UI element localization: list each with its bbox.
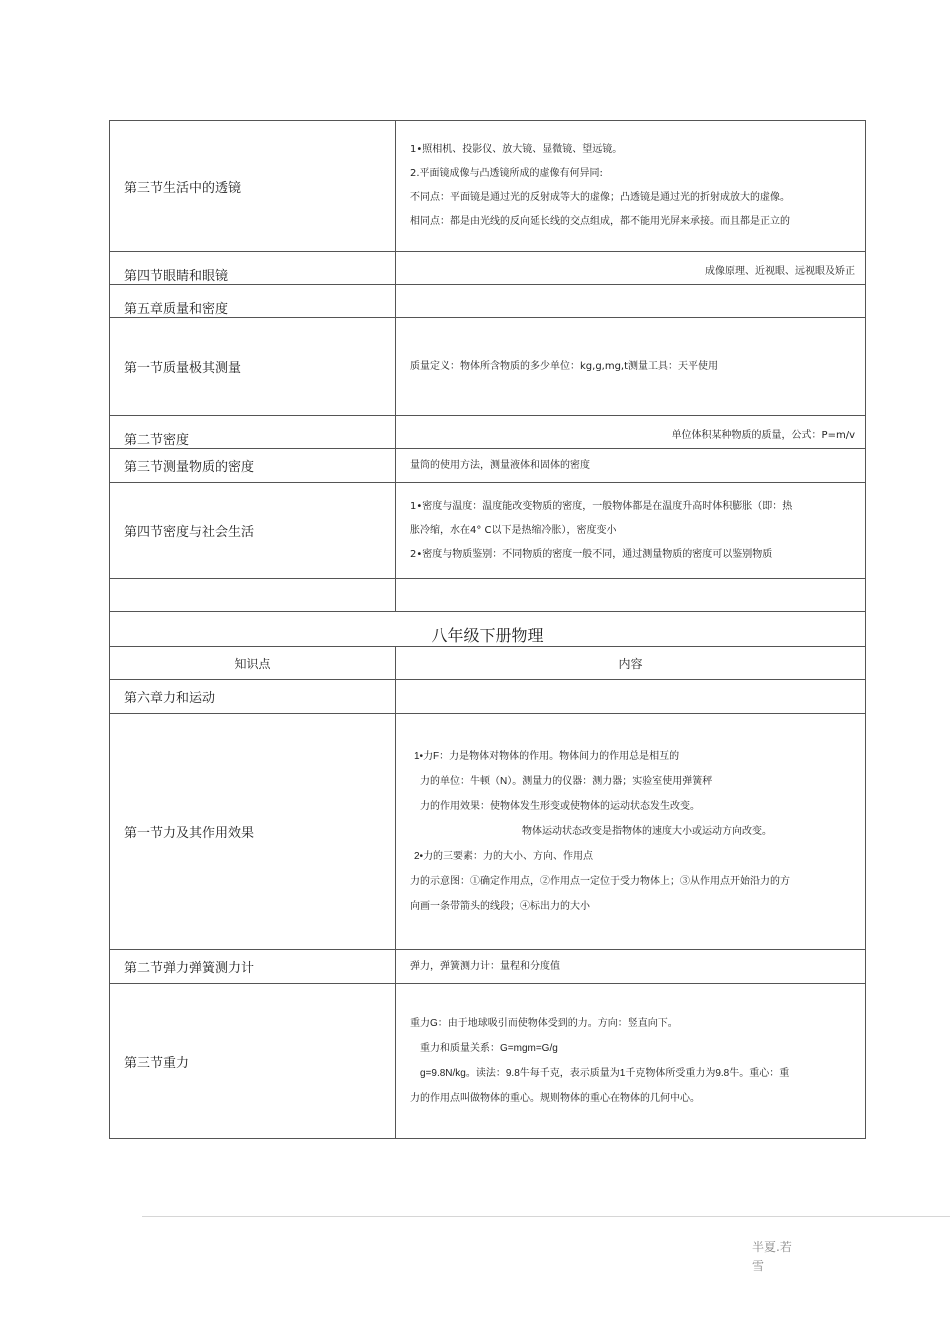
header-content: 内容 xyxy=(618,656,643,671)
row-content xyxy=(396,449,865,482)
row-content xyxy=(396,483,865,578)
content-line: 胀冷缩，水在4° C以下是热缩冷胀），密度变小 xyxy=(410,524,617,536)
content-line: 1•照相机、投影仪、放大镜、显微镜、望远镜。 xyxy=(410,144,623,155)
row-content xyxy=(396,285,865,317)
content-line: 重力和质量关系：G=mgm=G/g xyxy=(420,1043,558,1054)
row-content xyxy=(396,680,865,713)
section-title: 八年级下册物理 xyxy=(110,612,865,647)
table-row xyxy=(110,950,865,984)
table-row xyxy=(110,714,865,950)
row-label: 第一节力及其作用效果 xyxy=(110,714,396,949)
row-label: 第二节弹力弹簧测力计 xyxy=(110,950,396,983)
footer-line: 半夏.若 xyxy=(752,1240,792,1254)
row-content xyxy=(396,714,865,949)
row-content xyxy=(396,416,865,448)
row-content xyxy=(396,950,865,983)
content-line: 量筒的使用方法，测量液体和固体的密度 xyxy=(410,459,590,471)
content-line: 2•力的三要素：力的大小、方向、作用点 xyxy=(414,851,594,862)
row-label: 第三节测量物质的密度 xyxy=(110,449,396,482)
content-line: 单位体积某种物质的质量，公式：P=m/v xyxy=(671,430,855,441)
table-row xyxy=(110,285,865,318)
table-row xyxy=(110,579,865,612)
content-line: 不同点：平面镜是通过光的反射成等大的虚像；凸透镜是通过光的折射成放大的虚像。 xyxy=(410,192,790,203)
footer-line: 雪 xyxy=(752,1259,765,1273)
table-row xyxy=(110,318,865,416)
footer-divider xyxy=(142,1216,950,1217)
row-content xyxy=(396,984,865,1138)
row-label: 第四节密度与社会生活 xyxy=(110,483,396,578)
content-line: 向画一条带箭头的线段；④标出力的大小 xyxy=(410,901,590,912)
row-label: 第五章质量和密度 xyxy=(110,285,396,317)
table-row xyxy=(110,416,865,449)
row-content xyxy=(396,318,865,415)
row-label xyxy=(110,579,396,611)
table-row xyxy=(110,252,865,285)
content-line: 力的作用点叫做物体的重心。规则物体的重心在物体的几何中心。 xyxy=(410,1093,700,1104)
row-content xyxy=(396,252,865,284)
table-row xyxy=(110,121,865,252)
row-label: 第一节质量极其测量 xyxy=(110,318,396,415)
table-header xyxy=(110,647,865,680)
table-row xyxy=(110,449,865,483)
table-row xyxy=(110,483,865,579)
content-line: 力的示意图：①确定作用点，②作用点一定位于受力物体上；③从作用点开始沿力的方 xyxy=(410,876,790,887)
content-line: 力的单位：牛顿（N）。测量力的仪器：测力器；实验室使用弹簧秤 xyxy=(420,776,713,787)
row-content xyxy=(396,579,865,611)
content-line: 质量定义：物体所含物质的多少单位：kg,g,mg,t测量工具：天平使用 xyxy=(410,360,719,372)
content-line: 成像原理、近视眼、远视眼及矫正 xyxy=(705,266,855,277)
content-line: 相同点：都是由光线的反向延长线的交点组成，都不能用光屏来承接。而且都是正立的 xyxy=(410,216,790,227)
table-row xyxy=(110,680,865,714)
content-line: 2•密度与物质鉴别：不同物质的密度一般不同，通过测量物质的密度可以鉴别物质 xyxy=(410,548,773,560)
content-line: 力的作用效果：使物体发生形变或使物体的运动状态发生改变。 xyxy=(420,801,700,812)
content-line: 2.平面镜成像与凸透镜所成的虚像有何异同: xyxy=(410,168,603,179)
row-label: 第四节眼睛和眼镜 xyxy=(110,252,396,284)
row-label: 第二节密度 xyxy=(110,416,396,448)
header-knowledge: 知识点 xyxy=(110,647,396,679)
content-line: 物体运动状态改变是指物体的速度大小或运动方向改变。 xyxy=(522,826,772,837)
content-line: 1•力F：力是物体对物体的作用。物体间力的作用总是相互的 xyxy=(414,751,680,762)
row-label: 第六章力和运动 xyxy=(110,680,396,713)
notes-table xyxy=(109,120,866,1139)
row-label: 第三节生活中的透镜 xyxy=(110,121,396,251)
content-line: 1•密度与温度：温度能改变物质的密度，一般物体都是在温度升高时体积膨胀（即：热 xyxy=(410,500,793,512)
table-row xyxy=(110,984,865,1138)
footer-watermark xyxy=(752,1238,808,1276)
row-content xyxy=(396,121,865,251)
content-line: g=9.8N/kg。读法：9.8牛每千克，表示质量为1千克物体所受重力为9.8牛。重心：重 xyxy=(420,1068,790,1079)
row-label: 第三节重力 xyxy=(110,984,396,1138)
content-line: 弹力，弹簧测力计：量程和分度值 xyxy=(410,960,560,972)
content-line: 重力G：由于地球吸引而使物体受到的力。方向：竖直向下。 xyxy=(410,1018,678,1029)
